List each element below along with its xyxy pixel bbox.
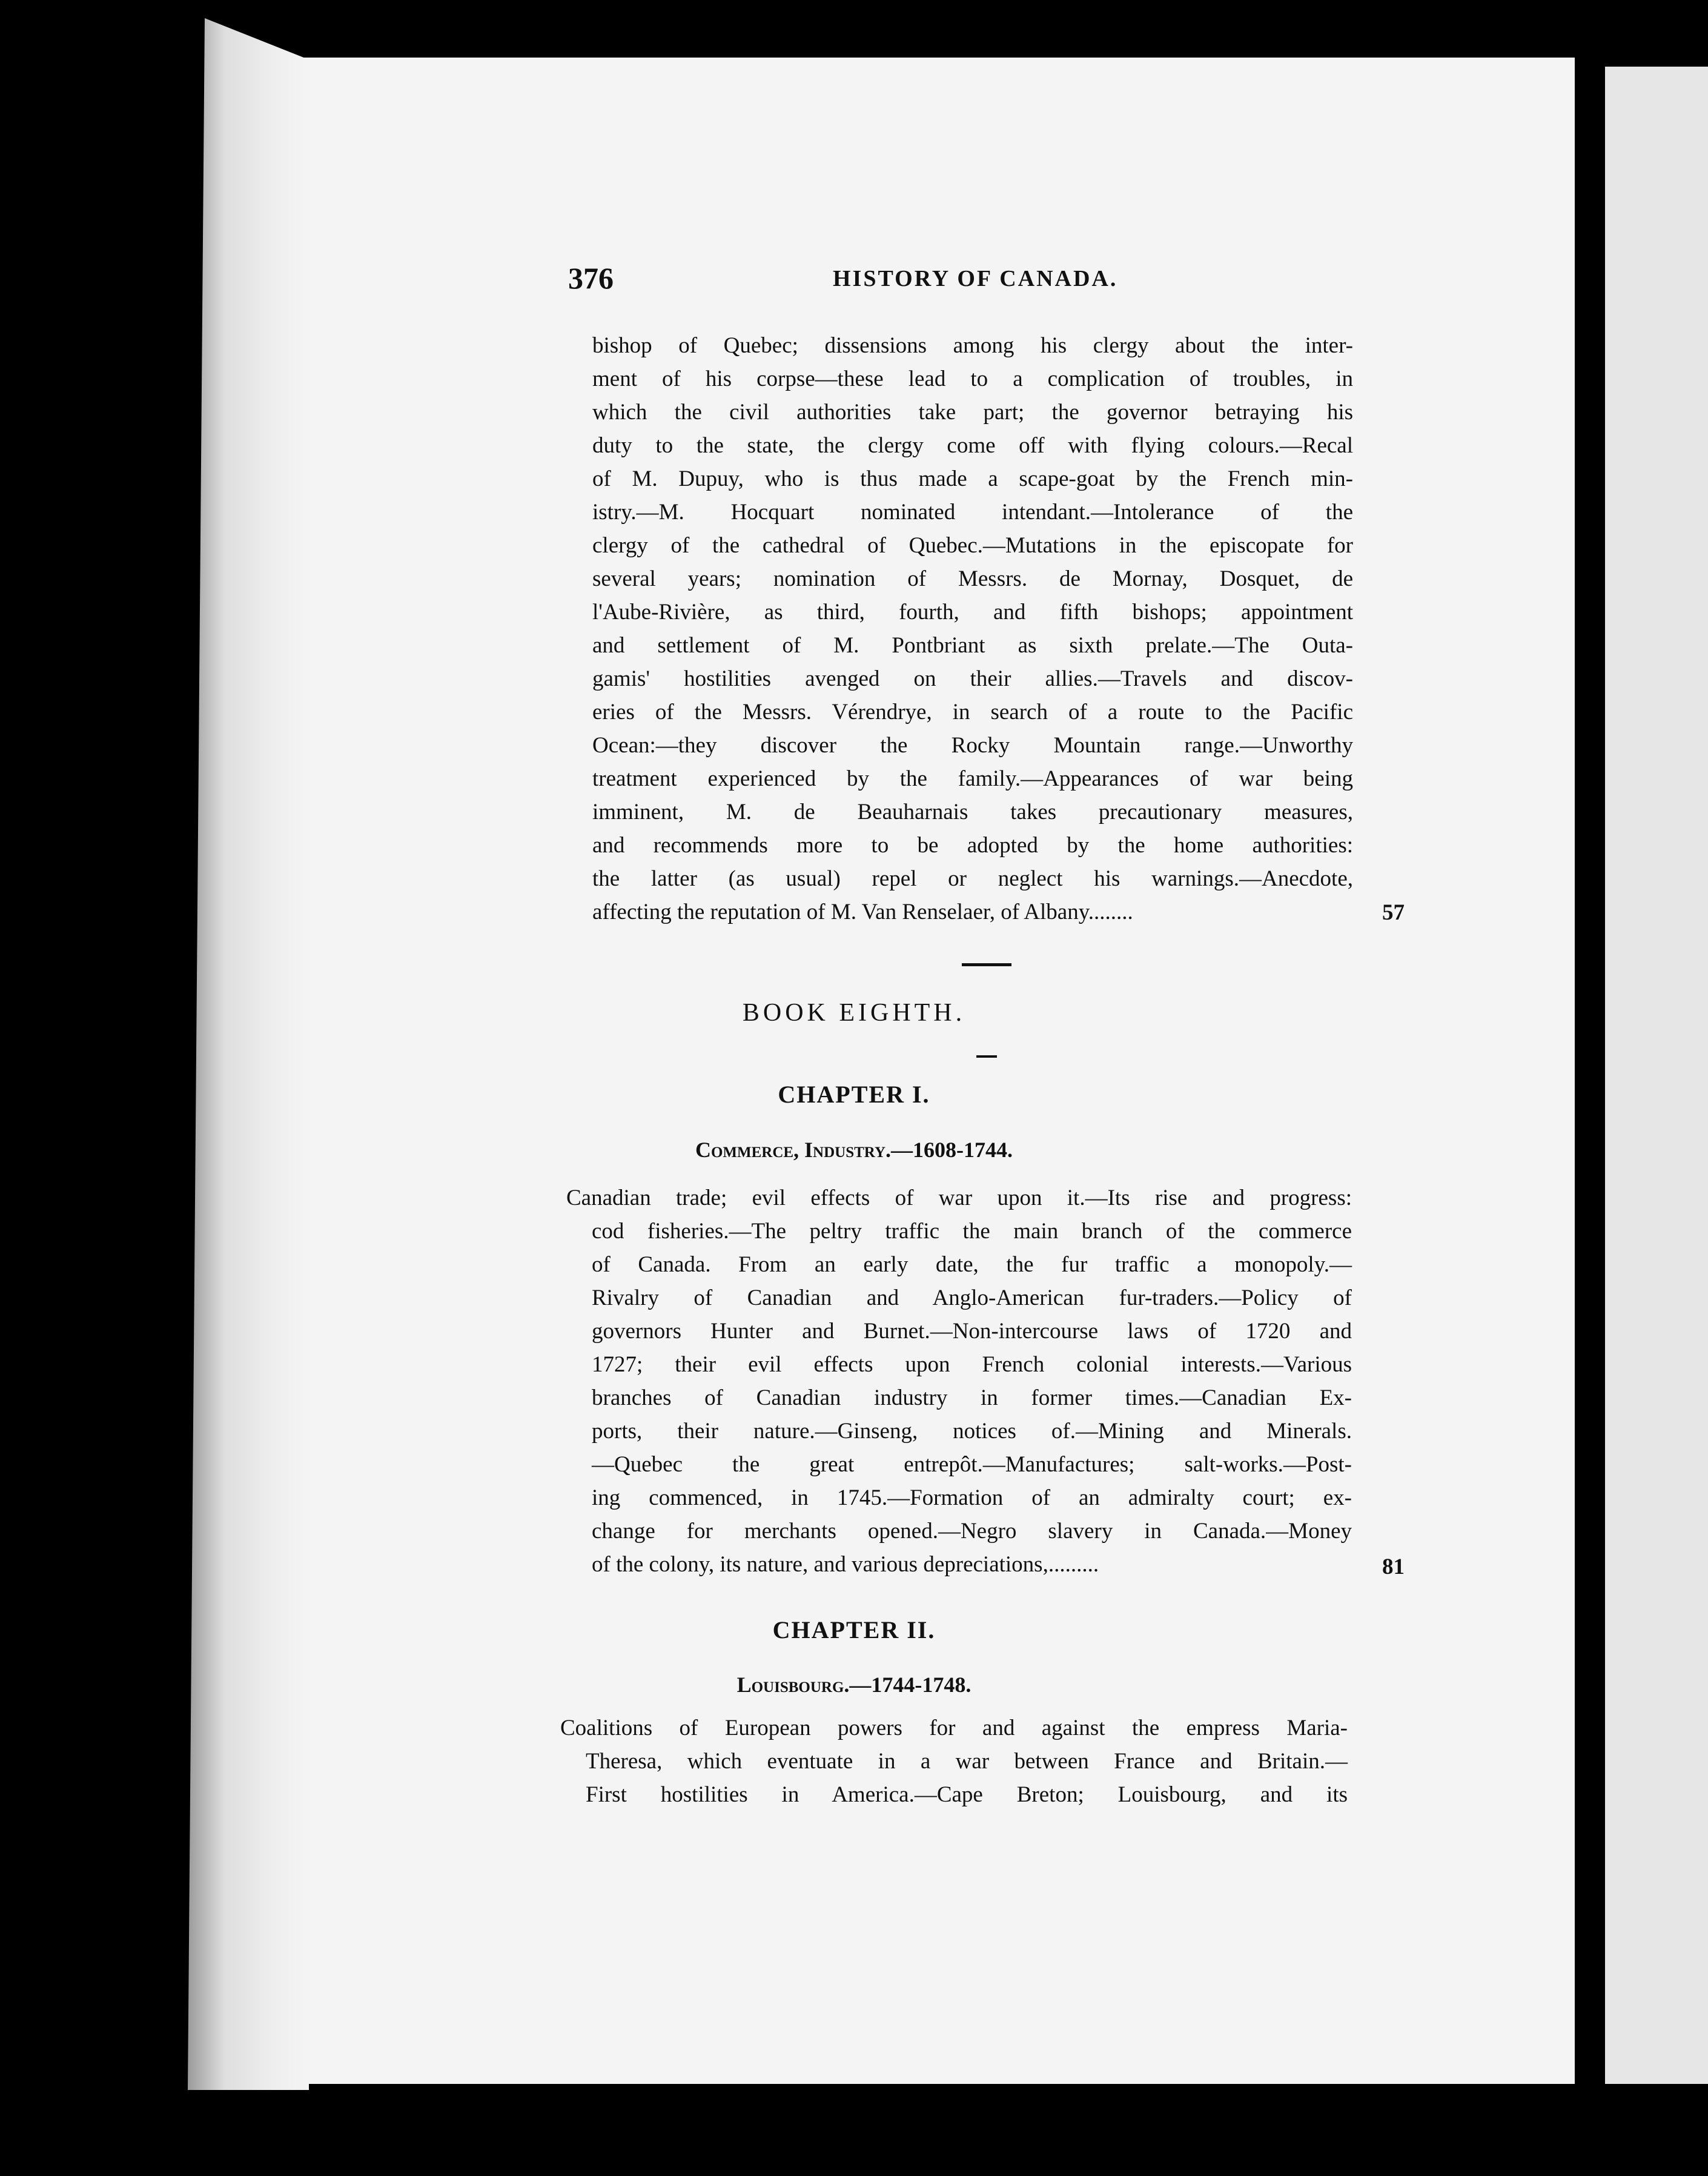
chapter-2-subtitle: Louisbourg.—1744-1748.	[736, 1673, 972, 1697]
summary-line: change for merchants opened.—Negro slavery in Canada.—Money	[592, 1519, 1352, 1544]
summary-line: cod fisheries.—The peltry traffic the main branch of the commerce	[592, 1219, 1352, 1244]
book-page-edges	[188, 18, 309, 2090]
summary-line: Coalitions of European powers for and against the empress Maria-	[560, 1716, 1348, 1740]
summary-line: branches of Canadian industry in former times.—Canadian Ex-	[592, 1385, 1352, 1410]
summary-line: ports, their nature.—Ginseng, notices of.—Mining and Minerals.	[592, 1419, 1352, 1444]
summary-line: 1727; their evil effects upon French colonial interests.—Various	[592, 1352, 1352, 1377]
summary-line: the latter (as usual) repel or neglect his warnings.—Anecdote,	[592, 866, 1353, 891]
chapter-1-title: CHAPTER I.	[778, 1081, 930, 1108]
summary-line: clergy of the cathedral of Quebec.—Mutations in the episcopate for	[592, 533, 1353, 558]
summary-line: eries of the Messrs. Vérendrye, in search of a route to the Pacific	[592, 700, 1353, 725]
short-rule	[976, 1055, 997, 1058]
summary-line: governors Hunter and Burnet.—Non-intercourse laws of 1720 and	[592, 1319, 1352, 1344]
page-reference: 57	[1382, 900, 1405, 925]
summary-line: Canadian trade; evil effects of war upon it.—Its rise and progress:	[566, 1186, 1352, 1210]
summary-line: imminent, M. de Beauharnais takes precautionary measures,	[592, 800, 1353, 824]
summary-line: of the colony, its nature, and various depreciations,.........	[592, 1552, 1099, 1577]
summary-line: several years; nomination of Messrs. de Mornay, Dosquet, de	[592, 566, 1353, 591]
facing-page-edge	[1605, 67, 1708, 2084]
section-rule	[962, 963, 1011, 966]
summary-line: l'Aube-Rivière, as third, fourth, and fifth bishops; appointment	[592, 600, 1353, 625]
summary-line: gamis' hostilities avenged on their allies.—Travels and discov-	[592, 666, 1353, 691]
book-title: BOOK EIGHTH.	[742, 999, 966, 1027]
summary-line: ment of his corpse—these lead to a complication of troubles, in	[592, 367, 1353, 391]
summary-line: of Canada. From an early date, the fur traffic a monopoly.—	[592, 1252, 1352, 1277]
summary-line: duty to the state, the clergy come off with flying colours.—Recal	[592, 433, 1353, 458]
summary-line: —Quebec the great entrepôt.—Manufactures; salt-works.—Post-	[592, 1452, 1352, 1477]
continued-summary	[592, 329, 1353, 929]
summary-line: of M. Dupuy, who is thus made a scape-goat by the French min-	[592, 466, 1353, 491]
chapter-1-subtitle: Commerce, Industry.—1608-1744.	[695, 1138, 1013, 1162]
running-title: HISTORY OF CANADA.	[833, 266, 1118, 291]
summary-line: First hostilities in America.—Cape Breton; Louisbourg, and its	[586, 1782, 1348, 1807]
page-reference: 81	[1382, 1554, 1405, 1579]
page-number: 376	[568, 261, 614, 295]
chapter-2-summary	[560, 1711, 1348, 1811]
summary-line: istry.—M. Hocquart nominated intendant.—Intolerance of the	[592, 500, 1353, 525]
chapter-1-summary	[566, 1181, 1352, 1581]
summary-line: affecting the reputation of M. Van Renselaer, of Albany........	[592, 900, 1133, 924]
summary-line: and recommends more to be adopted by the home authorities:	[592, 833, 1353, 858]
summary-line: treatment experienced by the family.—Appearances of war being	[592, 766, 1353, 791]
chapter-2-title: CHAPTER II.	[772, 1616, 936, 1644]
summary-line: and settlement of M. Pontbriant as sixth prelate.—The Outa-	[592, 633, 1353, 658]
summary-line: ing commenced, in 1745.—Formation of an admiralty court; ex-	[592, 1485, 1352, 1510]
summary-line: Rivalry of Canadian and Anglo-American fur-traders.—Policy of	[592, 1285, 1352, 1310]
running-header	[0, 260, 1708, 297]
summary-line: bishop of Quebec; dissensions among his clergy about the inter-	[592, 333, 1353, 358]
summary-line: Ocean:—they discover the Rocky Mountain range.—Unworthy	[592, 733, 1353, 758]
summary-line: Theresa, which eventuate in a war between France and Britain.—	[586, 1749, 1348, 1774]
summary-line: which the civil authorities take part; the governor betraying his	[592, 400, 1353, 425]
